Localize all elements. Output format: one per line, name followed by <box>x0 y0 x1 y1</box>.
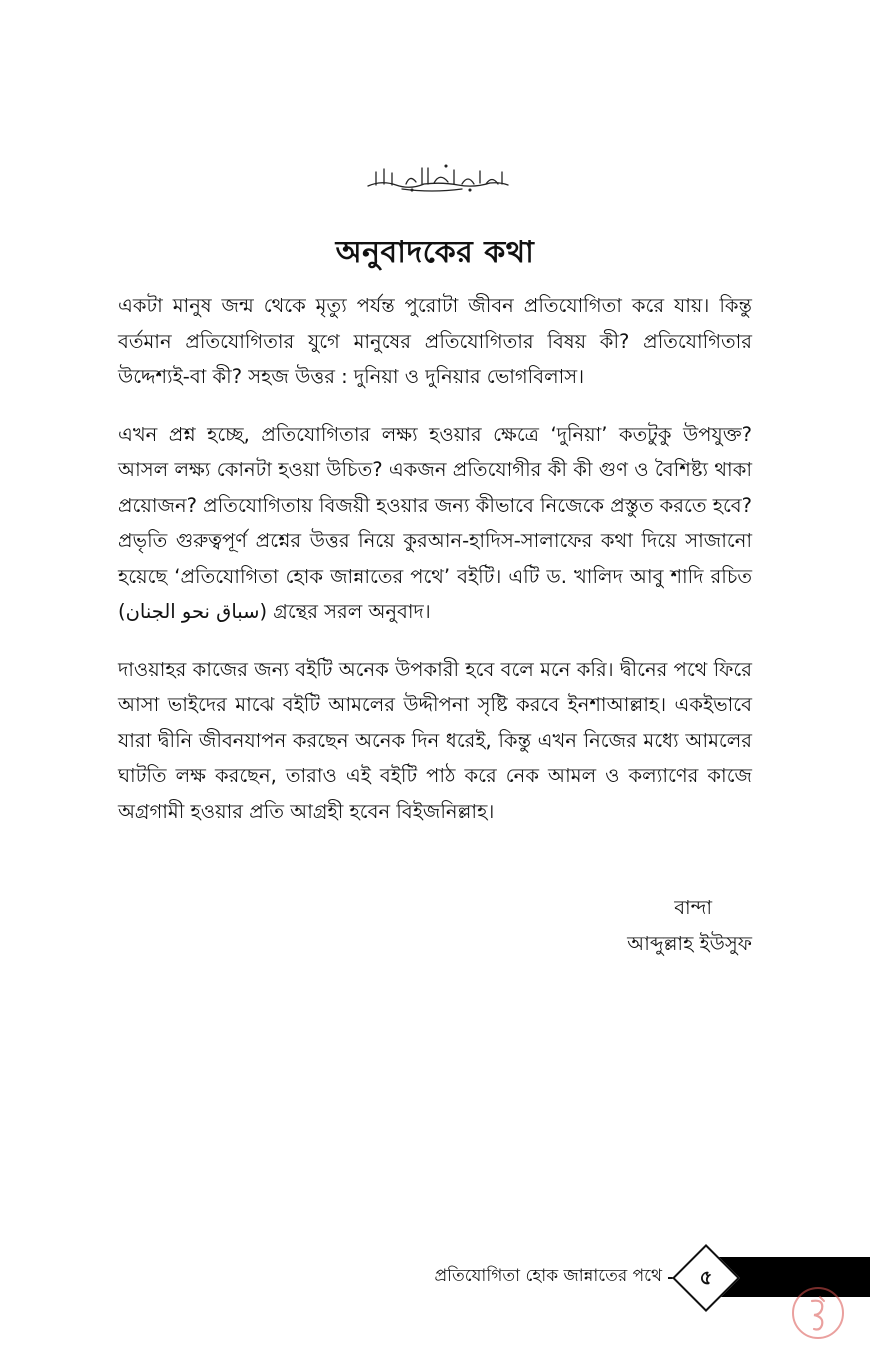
signature-salutation: বান্দা <box>674 896 712 919</box>
bismillah-calligraphy-icon <box>362 160 512 194</box>
paragraph-1: একটা মানুষ জন্ম থেকে মৃত্যু পর্যন্ত পুরোটা জীবন প্রতিযোগিতা করে যায়। কিন্তু বর্তমান প্রতিযোগিতার যুগে মানুষের প্রতিযোগিতার বিষয় কী? প্রতিযোগিতার উদ্দেশ্যই-বা কী? সহজ উত্তর : দুনিয়া ও দুনিয়ার ভোগবিলাস। <box>118 294 752 388</box>
page-title: অনুবাদকের কথা <box>335 235 535 270</box>
translator-note-body <box>118 288 752 851</box>
signature-block <box>627 890 752 962</box>
page-number: ৫ <box>699 1265 713 1289</box>
footer-book-title: প্রতিযোগিতা হোক জান্নাতের পথে <box>434 1266 662 1286</box>
paragraph-2: এখন প্রশ্ন হচ্ছে, প্রতিযোগিতার লক্ষ্য হওয়ার ক্ষেত্রে ‘দুনিয়া’ কতটুকু উপযুক্ত? আসল লক্ষ্য কোনটা হওয়া উচিত? একজন প্রতিযোগীর কী কী গুণ ও বৈশিষ্ট্য থাকা প্রয়োজন? প্রতিযোগিতায় বিজয়ী হওয়ার জন্য কীভাবে নিজেকে প্রস্তুত করতে হবে? প্রভৃতি গুরুত্বপূর্ণ প্রশ্নের উত্তর নিয়ে কুরআন-হাদিস-সালাফের কথা দিয়ে সাজানো হয়েছে ‘প্রতিযোগিতা হোক জান্নাতের পথে’ বইটি। এটি ড. খালিদ আবু শাদি রচিত (سباق نحو الجنان) গ্রন্থের সরল অনুবাদ। <box>118 422 752 623</box>
paragraph-3: দাওয়াহর কাজের জন্য বইটি অনেক উপকারী হবে বলে মনে করি। দ্বীনের পথে ফিরে আসা ভাইদের মাঝে বইটি আমলের উদ্দীপনা সৃষ্টি করবে ইনশাআল্লাহ। একইভাবে যারা দ্বীনি জীবনযাপন করছেন অনেক দিন ধরেই, কিন্তু এখন নিজের মধ্যে আমলের ঘাটতি লক্ষ করছেন, তারাও এই বইটি পাঠ করে নেক আমল ও কল্যাণের কাজে অগ্রগামী হওয়ার প্রতি আগ্রহী হবেন বিইজনিল্লাহ। <box>118 657 752 823</box>
watermark-logo-icon <box>790 1285 846 1341</box>
page-footer <box>0 1242 870 1312</box>
bismillah-calligraphy <box>362 160 512 194</box>
signature-name: আব্দুল্লাহ ইউসুফ <box>627 932 752 955</box>
